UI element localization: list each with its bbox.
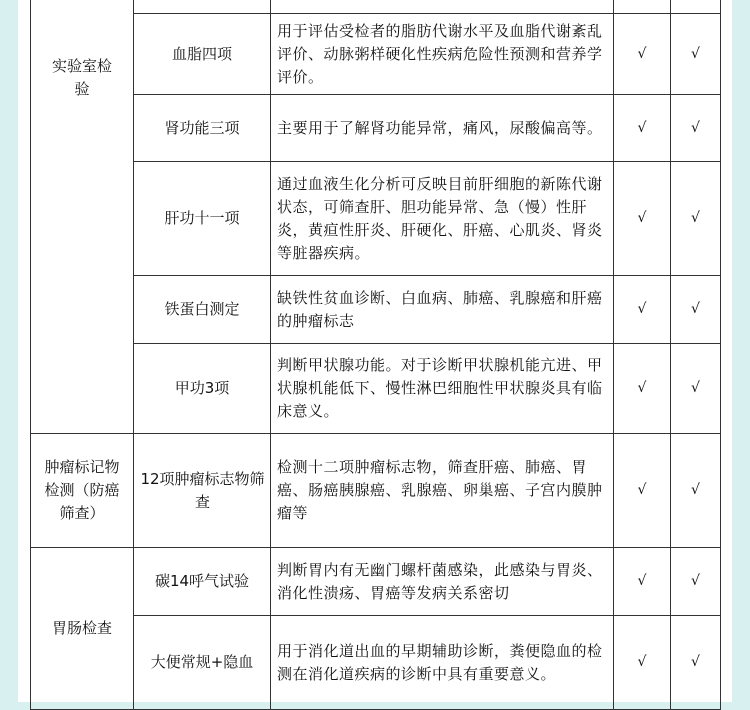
item-cell: 肾功能三项 xyxy=(134,95,271,162)
desc-cell xyxy=(271,0,614,14)
desc-cell: 通过血液生化分析可反映目前肝细胞的新陈代谢状态，可筛查肝、胆功能异常、急（慢）性肝炎，黄疸性肝炎、肝硬化、肝癌、心肌炎、肾炎等脏器疾病。 xyxy=(271,162,614,276)
table-row xyxy=(31,616,721,710)
table-row xyxy=(31,95,721,162)
item-cell: 大便常规+隐血 xyxy=(134,616,271,710)
category-cell xyxy=(31,0,134,434)
check-cell xyxy=(671,0,721,14)
check-mark: √ xyxy=(614,548,671,616)
check-mark: √ xyxy=(671,162,721,276)
table-row xyxy=(31,162,721,276)
item-cell xyxy=(134,0,271,14)
check-mark: √ xyxy=(614,14,671,95)
item-label: 12项肿瘤标志物筛查 xyxy=(140,469,265,511)
check-mark: √ xyxy=(671,344,721,434)
category-cell xyxy=(31,434,134,548)
check-mark: √ xyxy=(614,616,671,710)
check-mark: √ xyxy=(614,276,671,344)
check-mark: √ xyxy=(614,95,671,162)
desc-cell: 用于消化道出血的早期辅助诊断，粪便隐血的检测在消化道疾病的诊断中具有重要意义。 xyxy=(271,616,614,710)
table-row xyxy=(31,548,721,616)
check-mark: √ xyxy=(671,276,721,344)
desc-cell: 主要用于了解肾功能异常，痛风，尿酸偏高等。 xyxy=(271,95,614,162)
item-cell: 肝功十一项 xyxy=(134,162,271,276)
category-label: 肿瘤标记物检测（防癌筛查） xyxy=(44,458,120,522)
check-mark: √ xyxy=(671,95,721,162)
check-mark: √ xyxy=(614,344,671,434)
item-cell xyxy=(134,434,271,548)
document-sheet xyxy=(18,0,732,702)
item-cell: 铁蛋白测定 xyxy=(134,276,271,344)
table-row xyxy=(31,276,721,344)
desc-cell: 用于评估受检者的脂肪代谢水平及血脂代谢紊乱评价、动脉粥样硬化性疾病危险性预测和营养学评价。 xyxy=(271,14,614,95)
item-cell: 甲功3项 xyxy=(134,344,271,434)
check-mark: √ xyxy=(671,434,721,548)
exam-items-table xyxy=(30,0,721,710)
check-cell xyxy=(614,0,671,14)
desc-cell: 缺铁性贫血诊断、白血病、肺癌、乳腺癌和肝癌的肿瘤标志 xyxy=(271,276,614,344)
table-row xyxy=(31,344,721,434)
table-row xyxy=(31,434,721,548)
table-row xyxy=(31,14,721,95)
desc-cell: 检测十二项肿瘤标志物，筛查肝癌、肺癌、胃癌、肠癌胰腺癌、乳腺癌、卵巢癌、子宫内膜肿瘤等 xyxy=(271,434,614,548)
check-mark: √ xyxy=(671,616,721,710)
item-cell: 血脂四项 xyxy=(134,14,271,95)
check-mark: √ xyxy=(614,162,671,276)
item-cell: 碳14呼气试验 xyxy=(134,548,271,616)
check-mark: √ xyxy=(671,14,721,95)
desc-cell: 判断甲状腺功能。对于诊断甲状腺机能亢进、甲状腺机能低下、慢性淋巴细胞性甲状腺炎具有临床意义。 xyxy=(271,344,614,434)
check-mark: √ xyxy=(614,434,671,548)
category-label: 实验室检验 xyxy=(51,57,112,98)
check-mark: √ xyxy=(671,548,721,616)
desc-cell: 判断胃内有无幽门螺杆菌感染，此感染与胃炎、消化性溃疡、胃癌等发病关系密切 xyxy=(271,548,614,616)
table-row xyxy=(31,0,721,14)
category-cell: 胃肠检查 xyxy=(31,548,134,710)
